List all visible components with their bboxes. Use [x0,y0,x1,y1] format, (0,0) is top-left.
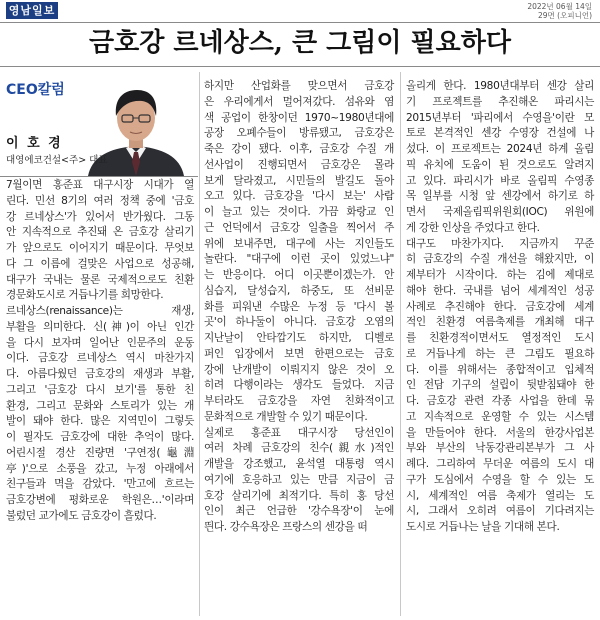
body-line: 면서 국제올림픽위원회(IOC) 위원에 [406,206,594,218]
body-line: 선사업이 진행되면서 금호강은 몰라 [204,158,394,171]
newspaper-logo: 영남일보 [6,2,58,19]
body-line: 을 만들어야 한다. 서울의 한강사업본 [406,426,594,439]
body-line: 어린시절 경산 진량면 '구연정(龜淵 [6,446,194,459]
body-line: 공장 오폐수들이 방류됐고, 금호강은 [204,127,394,140]
body-column-2 [204,79,394,536]
body-line: 보게 달라졌고, 시민들의 발길도 돌아 [204,174,394,187]
body-line: 다. 아름다웠던 금호강의 재생과 부활, [6,368,194,380]
masthead-divider [0,22,600,23]
body-line: 목 일부를 시청 앞 센강에서 하기로 하 [406,190,594,203]
body-line: 7월이면 홍준표 대구시장 시대가 열 [6,179,194,191]
body-line: 대구가 국내는 물론 국제적으로도 친환 [6,273,194,286]
body-line: 하지만 산업화를 맞으면서 금호강 [204,80,394,92]
body-line: 2015년부터 '파리에서 수영을'이란 모 [406,111,594,124]
body-line: 해야 한다. 국내를 넘어 세계적인 성공 [406,284,594,297]
body-line: 히 금호강의 수질 개선을 해왔지만, 이 [406,253,594,266]
body-line: 경문화도시로 거듭나기를 희망한다. [6,289,164,302]
body-line: 가 앞으로도 이어지기 때문이다. 무엇보 [6,242,194,254]
headline-divider [0,66,600,67]
headline: 금호강 르네상스, 큰 그림이 필요하다 [89,28,511,58]
body-line: 다 그 이름에 걸맞은 사업으로 성공해, [6,257,194,270]
body-line: 환경, 그리고 문화와 스토리가 있는 개 [6,399,194,412]
body-line: 시, 그래서 오히려 여름이 기다려지는 [406,505,594,518]
body-line: 구가 도심에서 수영을 할 수 있는 도 [406,473,594,486]
body-line: 고 있다. 파리시가 바로 올림픽 수영종 [406,174,594,187]
body-line: 불렀던 교가에도 금호강이 흘렀다. [6,509,157,522]
body-line: 다. 이를 위해서는 종합적이고 입체적 [406,363,594,376]
body-line: 강에 난개발이 이뤄지지 않은 것이 오 [204,363,394,376]
body-line: 발이 돼야 한다. 많은 지역민이 그렇듯 [6,415,194,428]
masthead [0,0,600,22]
body-line: 시, 세계적인 여름 축제가 열리는 도 [406,489,594,502]
body-line: 도시로 거듭나는 날을 기대해 본다. [406,521,560,533]
body-line: 올리게 한다. 1980년대부터 센강 살리 [406,80,594,92]
body-line: 문화적으로 개발할 수 있기 때문이다. [204,410,368,423]
body-line: 사례로 추진해야 한다. 금호강에 세계 [406,300,594,313]
issue-date: 2022년 06월 14일 [527,2,592,11]
body-line: 부와 부산의 낙동강관리본부가 그 사 [406,442,594,455]
body-line: 곳'이 하나둘이 아니다. 금호강 오염의 [204,316,394,329]
body-line: 화를 피워낸 수많은 누정 등 '다시 볼 [204,300,394,313]
body-line: 인 전담 기구의 설립이 뒷받침돼야 한 [406,379,594,392]
body-line: 강 르네상스'가 있어서 반가웠다. 그동 [6,210,194,223]
body-line: 지난날이 안타깝기도 하지만, 디벨로 [204,332,394,344]
column-divider [400,72,401,616]
body-line: 호강 살리기에 최적기다. 특히 홍 당선 [204,489,394,502]
portrait-divider [0,176,198,177]
body-line: 이 필자도 금호강에 대한 추억이 많다. [6,431,194,443]
body-line: 퍼인 입장에서 보면 한편으로는 금호 [204,347,394,360]
body-line: 여러 차례 금호강의 친수(親水)적인 [204,442,394,455]
body-line: 를 친환경적이면서도 열정적인 도시 [406,332,594,344]
body-line: 게 강한 인상을 주었다고 한다. [406,221,540,234]
body-line: 인이 최근 언급한 '강수욕장'이 눈에 [204,505,394,518]
column-divider [199,72,200,616]
body-line: 고 지속적으로 운영할 수 있는 시스템 [406,410,594,423]
body-line: 놀란다. "대구에 이런 곳이 있었느냐" [204,253,394,266]
body-line: 대구도 마찬가지다. 지금까지 꾸준 [406,237,594,250]
body-line: 실제로 홍준표 대구시장 당선인이 [204,426,394,439]
issue-page: 29면 (오피니언) [537,11,592,20]
body-line: 부활을 의미한다. 신(神)이 아닌 인간 [6,320,194,333]
body-line: 은 우리에게서 멀어져갔다. 섬유와 염 [204,95,394,108]
body-line: 섰다. 이 프로젝트는 2024년 하계 올림 [406,143,594,155]
body-line: 는 반응이다. 어디 이곳뿐이겠는가. 안 [204,269,394,281]
body-line: 토로 본격적인 센강 수영장 건설에 나 [406,127,594,140]
body-line: 다. 금호강 관련 각종 사업을 한데 묶 [406,395,594,407]
body-line: 부터라도 금호강을 자연 친화적이고 [204,395,394,407]
body-line: 친구들과 멱을 감았다. '만고에 흐르는 [6,478,194,491]
body-line: 을 다시 보자며 일어난 인문주의 운동 [6,336,194,349]
body-column-3 [406,79,594,536]
body-line: 금호강변에 평화로운 학원은…'이라며 [6,494,194,506]
body-line: 이다. 금호강 르네상스 역시 마찬가지 [6,352,194,365]
body-line: 개발을 강조했고, 윤석열 대통령 역시 [204,458,394,470]
body-line: 죽은 강이 됐다. 이후, 금호강 수질 개 [204,143,394,155]
column-label: CEO칼럼 [6,82,65,98]
body-line: 근 언덕에서 금호강 일출을 찍어서 주 [204,221,394,234]
body-line: 색 공업이 한창이던 1970~1980년대에 [204,111,394,124]
author-name: 이 호 경 [6,136,63,151]
body-line: 여기에 호응하고 있는 만큼 지금이 금 [204,473,394,486]
body-line: 기 프로젝트를 추진해온 파리시는 [406,95,594,108]
body-line: 픽 유치에 도움이 된 것으로도 알려지 [406,158,594,171]
body-line: 심습지, 달성습지, 하중도, 또 선비문 [204,284,394,297]
body-line: 적인 친환경 여름축제를 개최해 대구 [406,316,594,329]
body-line: 로 거듭나게 하는 큰 그림도 필요하 [406,347,594,360]
body-line: 오고 있다. 금호강을 '다시 보는' 사람 [204,190,394,203]
body-line: 이 늘고 있는 것이다. 가끔 화랑교 인 [204,206,394,218]
body-line: 그리고 '금호강 다시 보기'를 통한 친 [6,383,194,396]
body-line: 히려 다행이라는 생각도 들었다. 지금 [204,379,394,392]
body-line: 르네상스(renaissance)는 재생, [6,305,194,317]
issue-info [527,2,592,20]
body-line: 린다. 민선 8기의 여러 정책 중에 '금호 [6,194,194,207]
body-column-1 [6,178,194,525]
body-line: 안 지속적으로 추진돼 온 금호강 살리기 [6,226,194,239]
body-line: 亭)'으로 소풍을 갔고, 누정 아래에서 [6,462,194,475]
body-line: 띈다. 강수욕장은 프랑스의 센강을 떠 [204,521,368,533]
body-line: 위에 보내주면, 대구에 사는 지인들도 [204,237,394,250]
body-line: 제부터가 시작이다. 하는 김에 제대로 [406,269,594,281]
author-title: 대영에코건설<주> 대표 [6,155,108,166]
body-line: 례다. 그리하여 무더운 여름의 도시 대 [406,458,594,470]
